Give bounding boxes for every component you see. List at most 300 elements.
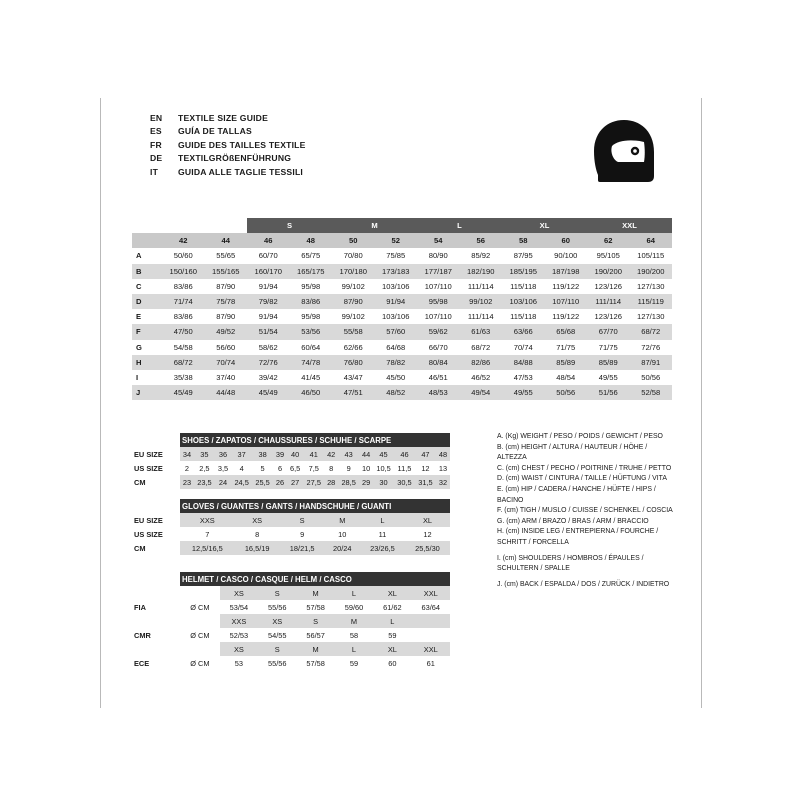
size-header-cell: 46 <box>264 236 273 246</box>
size-header-cell: 64 <box>646 236 655 246</box>
cell: 63/64 <box>421 602 440 612</box>
cell: 63/66 <box>513 327 533 337</box>
cell: 107/110 <box>552 297 580 307</box>
cell: 50/60 <box>173 251 193 261</box>
cell: 103/106 <box>509 297 537 307</box>
cell: 107/110 <box>424 281 452 291</box>
cell: 68/72 <box>173 357 193 367</box>
size-header-blank <box>132 233 162 248</box>
cell: 53 <box>234 658 244 668</box>
cell: 111/114 <box>467 281 494 291</box>
cell: 47/51 <box>343 388 363 398</box>
language-code: DE <box>150 153 163 164</box>
table-row <box>132 264 672 279</box>
table-row <box>132 340 672 355</box>
cell: 127/130 <box>637 281 665 291</box>
gloves-us-row <box>132 527 450 541</box>
cell: 23/26,5 <box>370 543 395 553</box>
cell: XL <box>422 515 432 525</box>
cell: 173/183 <box>382 266 410 276</box>
cell: 29 <box>361 477 371 487</box>
cell: 107/110 <box>424 312 452 322</box>
cell: 7,5 <box>308 463 319 473</box>
legend-item: C. (cm) CHEST / PECHO / POITRINE / TRUHE / PETTO <box>497 464 672 472</box>
cell: 99/102 <box>469 297 493 307</box>
cell: 190/200 <box>594 266 622 276</box>
size-header-cell: 54 <box>434 236 443 246</box>
cell: 60/70 <box>258 251 278 261</box>
cell: 91/94 <box>386 297 406 307</box>
cell: 8 <box>329 463 334 473</box>
cell: 23 <box>182 477 192 487</box>
cell: 80/90 <box>428 251 448 261</box>
cell: 55/56 <box>268 658 287 668</box>
row-label: I <box>136 372 139 382</box>
cell: 103/106 <box>382 281 410 291</box>
cell: 65/75 <box>301 251 321 261</box>
cell: 95/98 <box>301 281 321 291</box>
spacer <box>180 614 220 628</box>
cell: 42 <box>327 449 336 459</box>
cell: 170/180 <box>339 266 367 276</box>
cell: 4 <box>239 463 244 473</box>
cell: 39/42 <box>258 372 278 382</box>
cell: 49/55 <box>513 388 533 398</box>
cell: 115/118 <box>510 312 537 322</box>
shoes-us-row <box>132 461 450 475</box>
size-header-cell: 52 <box>391 236 400 246</box>
cell: 71/74 <box>173 297 193 307</box>
cell: 55/58 <box>343 327 363 337</box>
cell: 25,5 <box>255 477 270 487</box>
cell: 55/65 <box>216 251 236 261</box>
cell: 83/86 <box>173 312 193 322</box>
helmet-ece-unit: Ø CM <box>190 658 210 668</box>
cell: 57/58 <box>306 658 325 668</box>
cell: 49/54 <box>471 388 491 398</box>
cell: S <box>299 515 305 525</box>
cell: 85/89 <box>598 357 618 367</box>
spacer <box>132 572 180 586</box>
helmet-icon <box>588 118 660 184</box>
gloves-eu-row <box>132 513 450 527</box>
cell: 78/82 <box>386 357 406 367</box>
row-label: J <box>136 388 141 398</box>
group-cell-empty <box>132 218 162 233</box>
language-row <box>150 166 570 179</box>
cell: 46/51 <box>428 372 448 382</box>
spacer <box>132 614 180 628</box>
cell: 68/72 <box>471 342 491 352</box>
cell: 39 <box>275 449 285 459</box>
row-label: F <box>136 327 141 337</box>
cell: 47/50 <box>173 327 193 337</box>
cell: 53/56 <box>301 327 321 337</box>
cell: 48/52 <box>386 388 406 398</box>
cell: 61 <box>426 658 435 668</box>
helmet-fia-row <box>132 600 450 614</box>
cell: 45 <box>379 449 388 459</box>
cell: 12 <box>423 529 432 539</box>
size-header-cell: 60 <box>561 236 570 246</box>
legend-item: D. (cm) WAIST / CINTURA / TAILLE / HÜFTUNG / VITA <box>497 475 667 483</box>
helmet-fia-head: XS <box>233 588 244 598</box>
row-label: B <box>136 266 142 276</box>
cell: 72/76 <box>641 342 661 352</box>
group-cell <box>162 218 205 233</box>
cell: 190/200 <box>637 266 665 276</box>
cell: 103/106 <box>382 312 410 322</box>
table-row <box>132 279 672 294</box>
helmet-ece-head: XS <box>233 644 244 654</box>
spacer <box>180 642 220 656</box>
table-row <box>132 324 672 339</box>
helmet-ece-head: XXL <box>423 644 438 654</box>
cell: 47/53 <box>513 372 533 382</box>
cell: 150/160 <box>169 266 197 276</box>
size-header-cell: 62 <box>604 236 613 246</box>
helmet-title: HELMET / CASCO / CASQUE / HELM / CASCO <box>180 572 450 586</box>
language-header <box>150 112 570 179</box>
cell: XS <box>252 515 263 525</box>
helmet-cmr-head: XXS <box>231 616 247 626</box>
cell: 80/84 <box>428 357 448 367</box>
cell: 87/90 <box>216 281 236 291</box>
cell: 28 <box>327 477 336 487</box>
row-label: ECE <box>134 658 150 668</box>
spacer <box>412 628 450 642</box>
cell: 58/62 <box>258 342 278 352</box>
cell: 87/95 <box>513 251 533 261</box>
row-label: C <box>136 281 142 291</box>
cell: 49/52 <box>216 327 236 337</box>
cell: 85/92 <box>471 251 491 261</box>
cell: 95/98 <box>428 297 448 307</box>
cell: 91/94 <box>258 281 278 291</box>
cell: 18/21,5 <box>289 543 315 553</box>
cell: 74/78 <box>301 357 321 367</box>
cell: 70/74 <box>513 342 533 352</box>
row-label: E <box>136 312 142 322</box>
spacer <box>412 614 450 628</box>
cell: 182/190 <box>467 266 495 276</box>
cell: 123/126 <box>594 281 622 291</box>
language-code: IT <box>150 166 159 177</box>
cell: 45/49 <box>258 388 278 398</box>
cell: 187/198 <box>552 266 580 276</box>
language-row <box>150 139 570 152</box>
helmet-ece-row <box>132 656 450 670</box>
size-header-cell: 58 <box>519 236 528 246</box>
cell: 35 <box>200 449 209 459</box>
cell: 30 <box>379 477 388 487</box>
helmet-ece-head: L <box>351 644 357 654</box>
size-header-cell: 42 <box>179 236 188 246</box>
cell: 41 <box>309 449 318 459</box>
language-row <box>150 112 570 125</box>
group-cell <box>205 218 248 233</box>
cell: 79/82 <box>258 297 278 307</box>
group-cell-m: M <box>332 218 417 233</box>
cell: 23,5 <box>197 477 212 487</box>
cell: 52/53 <box>229 630 249 640</box>
cell: 16,5/19 <box>244 543 270 553</box>
cell: 61/62 <box>383 602 402 612</box>
cell: 48 <box>438 449 448 459</box>
size-header-cell: 50 <box>349 236 358 246</box>
cell: 11,5 <box>397 463 412 473</box>
cell: L <box>380 515 385 525</box>
cell: 75/78 <box>216 297 236 307</box>
cell: 61/63 <box>471 327 491 337</box>
spacer <box>132 433 180 447</box>
spacer <box>132 642 180 656</box>
gloves-table <box>132 499 450 555</box>
cell: 44/48 <box>216 388 236 398</box>
cell: 83/86 <box>173 281 193 291</box>
cell: 115/118 <box>510 281 537 291</box>
legend-item: J. (cm) BACK / ESPALDA / DOS / ZURÜCK / INDIETRO <box>497 580 670 588</box>
helmet-ece-header-row <box>132 642 450 656</box>
cell: 7 <box>205 529 210 539</box>
cell: 87/91 <box>641 357 661 367</box>
group-cell-l: L <box>417 218 502 233</box>
legend-item: A. (Kg) WEIGHT / PESO / POIDS / GEWICHT / PESO <box>497 433 663 440</box>
cell: 2 <box>184 463 190 473</box>
cell: 46/52 <box>471 372 491 382</box>
body-measurements-table <box>132 218 672 400</box>
row-label: EU SIZE <box>132 513 180 527</box>
cell: 49/55 <box>598 372 618 382</box>
legend-item: F. (cm) TIGH / MUSLO / CUISSE / SCHENKEL / COSCIA <box>497 507 673 515</box>
group-cell-xxl: XXL <box>587 218 672 233</box>
cell: 68/72 <box>641 327 661 337</box>
shoes-title: SHOES / ZAPATOS / CHAUSSURES / SCHUHE / SCARPE <box>180 433 450 447</box>
cell: 56/57 <box>306 630 325 640</box>
cell: 30,5 <box>397 477 412 487</box>
cell: 12,5/16,5 <box>191 543 223 553</box>
helmet-cmr-head: M <box>350 616 358 626</box>
helmet-cmr-header-row <box>132 614 450 628</box>
cell: 54/58 <box>173 342 193 352</box>
cell: 91/94 <box>258 312 278 322</box>
row-label: CM <box>132 475 180 489</box>
cell: 111/114 <box>467 312 494 322</box>
cell: 11 <box>378 529 387 539</box>
table-row <box>132 385 672 400</box>
cell: 20/24 <box>333 543 352 553</box>
cell: 111/114 <box>595 297 622 307</box>
cell: 62/66 <box>343 342 363 352</box>
cell: 38 <box>258 449 267 459</box>
language-title: GUIDE DES TAILLES TEXTILE <box>178 139 306 150</box>
cell: 48/54 <box>556 372 576 382</box>
cell: 10,5 <box>376 463 391 473</box>
helmet-fia-head: XL <box>387 588 397 598</box>
legend-item-cont: SCHRITT / FORCELLA <box>497 538 569 546</box>
gloves-title: GLOVES / GUANTES / GANTS / HANDSCHUHE / GUANTI <box>180 499 450 513</box>
cell: 9 <box>300 529 305 539</box>
legend-item: H. (cm) INSIDE LEG / ENTREPIERNA / FOURCHE / <box>497 528 659 536</box>
cell: 28,5 <box>341 477 356 487</box>
spacer <box>132 499 180 513</box>
helmet-title-row <box>132 572 450 586</box>
legend-item: E. (cm) HIP / CADERA / HANCHE / HÜFTE / HIPS / BACINO <box>497 485 656 504</box>
group-header-row <box>132 218 672 233</box>
cell: 95/105 <box>596 251 620 261</box>
cell: 82/86 <box>471 357 491 367</box>
cell: 177/187 <box>424 266 452 276</box>
gloves-title-row <box>132 499 450 513</box>
cell: 43 <box>344 449 353 459</box>
cell: 51/56 <box>598 388 618 398</box>
cell: 59/62 <box>428 327 448 337</box>
helmet-table <box>132 572 450 670</box>
cell: 8 <box>255 529 260 539</box>
cell: 95/98 <box>301 312 321 322</box>
cell: 36 <box>218 449 228 459</box>
helmet-ece-head: XL <box>387 644 397 654</box>
size-header-cell: 44 <box>221 236 230 246</box>
shoes-table <box>132 433 450 489</box>
cell: 60/64 <box>301 342 321 352</box>
size-header-row <box>132 233 672 248</box>
cell: 58 <box>349 630 359 640</box>
cell: 84/88 <box>513 357 533 367</box>
table-row <box>132 309 672 324</box>
cell: 10 <box>361 463 371 473</box>
cell: 26 <box>275 477 285 487</box>
cell: 59/60 <box>344 602 364 612</box>
cell: 10 <box>338 529 347 539</box>
cell: 60 <box>388 658 397 668</box>
spacer <box>132 586 180 600</box>
cell: 71/75 <box>556 342 576 352</box>
cell: 50/56 <box>641 372 661 382</box>
cell: 90/100 <box>554 251 578 261</box>
helmet-fia-head: XXL <box>423 588 438 598</box>
size-header-cell: 48 <box>306 236 315 246</box>
cell: 43/47 <box>343 372 363 382</box>
cell: 57/58 <box>306 602 325 612</box>
cell: 45/49 <box>173 388 193 398</box>
table-row <box>132 248 672 263</box>
helmet-cmr-row <box>132 628 450 642</box>
cell: 56/60 <box>216 342 236 352</box>
language-title: GUIDA ALLE TAGLIE TESSILI <box>178 166 303 177</box>
row-label: CM <box>132 541 180 555</box>
language-title: GUÍA DE TALLAS <box>178 126 252 137</box>
size-header-cell: 56 <box>476 236 485 246</box>
row-label: CMR <box>134 630 151 640</box>
language-title: TEXTILGRÖßENFÜHRUNG <box>178 153 292 164</box>
gloves-cm-row <box>132 541 450 555</box>
table-row <box>132 294 672 309</box>
group-cell-s: S <box>247 218 332 233</box>
cell: 115/119 <box>637 297 664 307</box>
cell: 37 <box>237 449 246 459</box>
cell: XXS <box>199 515 215 525</box>
cell: 13 <box>438 463 448 473</box>
helmet-cmr-head: L <box>390 616 395 626</box>
cell: 64/68 <box>386 342 406 352</box>
language-code: EN <box>150 113 163 123</box>
cell: 185/195 <box>509 266 537 276</box>
row-label: H <box>136 357 142 367</box>
cell: 32 <box>438 477 448 487</box>
legend-item-cont: SCHULTERN / SPALLE <box>497 565 570 573</box>
cell: 37/40 <box>216 372 236 382</box>
cell: 27 <box>291 477 300 487</box>
row-label: G <box>136 342 142 352</box>
row-label: US SIZE <box>134 529 163 539</box>
cell: 34 <box>182 449 192 459</box>
cell: 160/170 <box>254 266 282 276</box>
cell: 51/54 <box>258 327 278 337</box>
cell: 70/74 <box>216 357 236 367</box>
cell: 76/80 <box>343 357 363 367</box>
cell: 83/86 <box>301 297 321 307</box>
cell: 6 <box>277 463 283 473</box>
cell: 67/70 <box>598 327 618 337</box>
table-row <box>132 370 672 385</box>
cell: 3,5 <box>217 463 229 473</box>
row-label: EU SIZE <box>132 447 180 461</box>
cell: 99/102 <box>341 281 365 291</box>
cell: 119/122 <box>552 312 580 322</box>
cell: 105/115 <box>637 251 665 261</box>
language-code: FR <box>150 139 162 150</box>
cell: 48/53 <box>428 388 448 398</box>
cell: 59 <box>349 658 359 668</box>
cell: 53/54 <box>229 602 249 612</box>
cell: 99/102 <box>341 312 365 322</box>
cell: 165/175 <box>297 266 325 276</box>
row-label: FIA <box>134 602 146 612</box>
helmet-ece-head: M <box>312 644 319 654</box>
table-row <box>132 355 672 370</box>
cell: 2,5 <box>199 463 210 473</box>
cell: 55/56 <box>268 602 287 612</box>
cell: 71/75 <box>598 342 618 352</box>
cell: 6,5 <box>289 463 301 473</box>
helmet-fia-head: M <box>312 588 319 598</box>
shoes-cm-row <box>132 475 450 489</box>
cell: 54/55 <box>268 630 287 640</box>
measurement-legend <box>497 432 677 590</box>
helmet-cmr-head: XS <box>272 616 283 626</box>
cell: 24 <box>218 477 228 487</box>
language-row <box>150 125 570 138</box>
cell: 35/38 <box>173 372 193 382</box>
cell: 87/90 <box>216 312 236 322</box>
cell: 123/126 <box>594 312 622 322</box>
cell: 45/50 <box>386 372 406 382</box>
helmet-cmr-head: S <box>313 616 319 626</box>
cell: 41/45 <box>301 372 321 382</box>
cell: 27,5 <box>306 477 321 487</box>
group-cell-xl: XL <box>502 218 587 233</box>
language-title: TEXTILE SIZE GUIDE <box>178 113 269 123</box>
helmet-fia-head: L <box>351 588 357 598</box>
cell: 52/58 <box>641 388 661 398</box>
language-code: ES <box>150 126 162 137</box>
shoes-title-row <box>132 433 450 447</box>
cell: 50/56 <box>556 388 576 398</box>
cell: 57/60 <box>386 327 406 337</box>
legend-item: I. (cm) SHOULDERS / HOMBROS / ÉPAULES / <box>497 554 644 562</box>
cell: 119/122 <box>552 281 580 291</box>
